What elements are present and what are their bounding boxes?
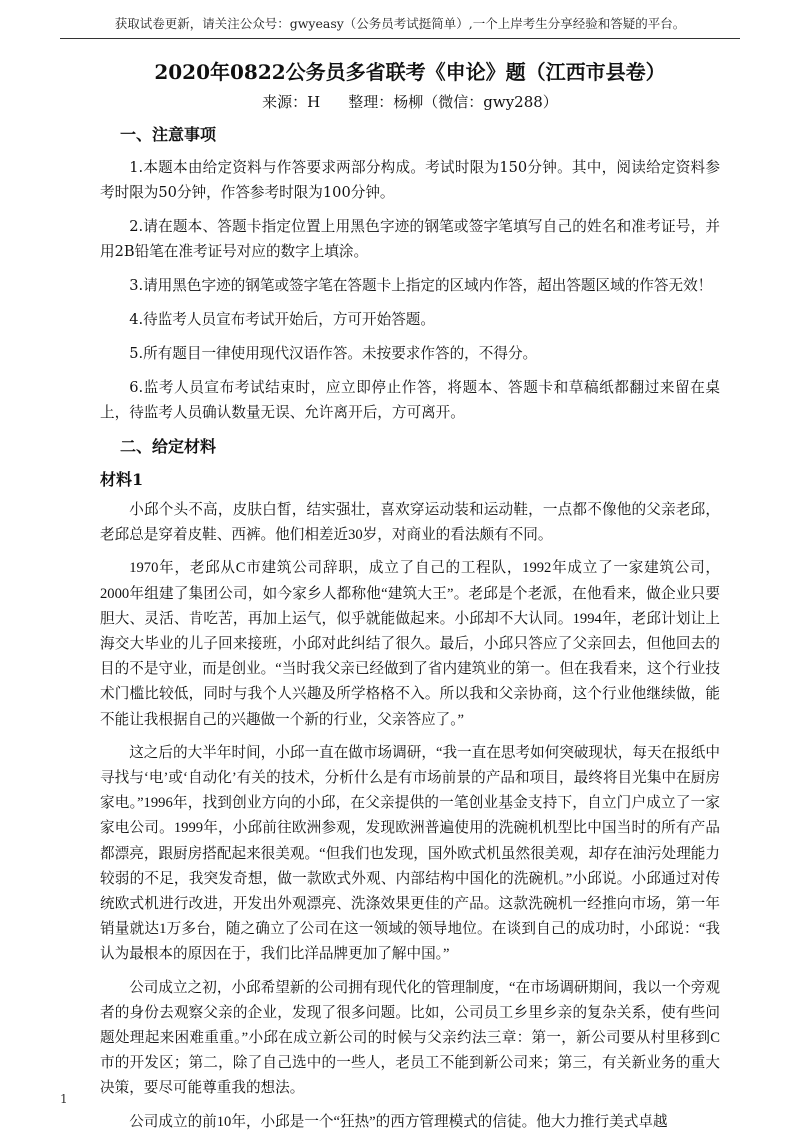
section-heading-notice: 一、注意事项 [120,125,217,144]
document-body [100,56,720,1143]
page-number: 1 [60,1092,68,1106]
notice-item-5: 5.所有题目一律使用现代汉语作答。未按要求作答的，不得分。 [129,345,538,362]
notice-item-2: 2.请在题本、答题卡指定位置上用黑色字迹的钢笔或签字笔填写自己的姓名和准考证号，并用2B铅笔在准考证号对应的数字上填涂。 [100,218,720,260]
header-divider [60,38,740,39]
page-header-notice: 获取试卷更新，请关注公众号：gwyeasy（公务员考试挺简单）,一个上岸考生分享经验和答疑的平台。 [114,16,686,31]
notice-item-1: 1.本题本由给定资料与作答要求两部分构成。考试时限为150分钟。其中，阅读给定资料参考时限为50分钟，作答参考时限为100分钟。 [100,159,720,201]
material-title: 材料1 [100,470,144,489]
material-paragraph-4: 公司成立之初，小邱希望新的公司拥有现代化的管理制度，“在市场调研期间，我以一个旁观者的身份去观察父亲的企业，发现了很多问题。比如，公司员工乡里乡亲的复杂关系，使有些问题处理起来困难重重。”小邱在成立新公司的时候与父亲约法三章：第一，新公司要从村里移到C市的开发区；第二，除了自己选中的一些人，老员工不能到新公司来；第三，有关新业务的重大决策，要尽可能尊重我的想法。 [100,979,720,1097]
material-paragraph-3: 这之后的大半年时间，小邱一直在做市场调研，“我一直在思考如何突破现状，每天在报纸中寻找与‘电’或‘自动化’有关的技术，分析什么是有市场前景的产品和项目，最终将目光集中在厨房家电。”1996年，找到创业方向的小邱，在父亲提供的一笔创业基金支持下，自立门户成立了一家家电公司。1999年，小邱前往欧洲参观，发现欧洲普遍使用的洗碗机机型比中国当时的所有产品都漂亮，跟厨房搭配起来很美观。“但我们也发现，国外欧式机虽然很美观，却存在油污处理能力较弱的不足，我突发奇想，做一款欧式外观、内部结构中国化的洗碗机。”小邱说。小邱通过对传统欧式机进行改进，开发出外观漂亮、洗涤效果更佳的产品。这款洗碗机一经推向市场，第一年销量就达1万多台，随之确立了公司在这一领域的领导地位。在谈到自己的成功时，小邱说：“我认为最根本的原因在于，我们比洋品牌更加了解中国。” [100,744,720,963]
notice-item-3: 3.请用黑色字迹的钢笔或签字笔在答题卡上指定的区域内作答，超出答题区域的作答无效！ [129,277,713,294]
section-heading-materials: 二、给定材料 [120,437,217,456]
material-paragraph-2: 1970年，老邱从C市建筑公司辞职，成立了自己的工程队，1992年成立了一家建筑公司，2000年组建了集团公司，如今家乡人都称他“建筑大王”。老邱是个老派，在他看来，做企业只要胆大、灵活、肯吃苦，再加上运气，似乎就能做起来。小邱却不大认同。1994年，老邱计划让上海交大毕业的儿子回来接班，小邱对此纠结了很久。最后，小邱只答应了父亲回去，但他回去的目的不是守业，而是创业。“当时我父亲已经做到了省内建筑业的第一。但在我看来，这个行业技术门槛比较低，同时与我个人兴趣及所学格格不入。所以我和父亲协商，这个行业他继续做，能不能让我根据自己的兴趣做一个新的行业，父亲答应了。” [100,560,720,728]
material-paragraph-5: 公司成立的前10年，小邱是一个“狂热”的西方管理模式的信徒。他大力推行美式卓越 [129,1113,668,1130]
document-source-line [100,91,720,112]
source-label: 来源：H [262,93,321,111]
material-paragraph-1: 小邱个头不高，皮肤白皙，结实强壮，喜欢穿运动装和运动鞋，一点都不像他的父亲老邱，老邱总是穿着皮鞋、西裤。他们相差近30岁，对商业的看法颇有不同。 [100,502,720,544]
notice-item-6: 6.监考人员宣布考试结束时，应立即停止作答，将题本、答题卡和草稿纸都翻过来留在桌上，待监考人员确认数量无误、允许离开后，方可离开。 [100,379,720,421]
notice-item-4: 4.待监考人员宣布考试开始后，方可开始答题。 [129,311,435,328]
document-title: 2020年0822公务员多省联考《申论》题（江西市县卷） [154,60,666,84]
editor-label: 整理：杨柳（微信：gwy288） [348,93,558,111]
